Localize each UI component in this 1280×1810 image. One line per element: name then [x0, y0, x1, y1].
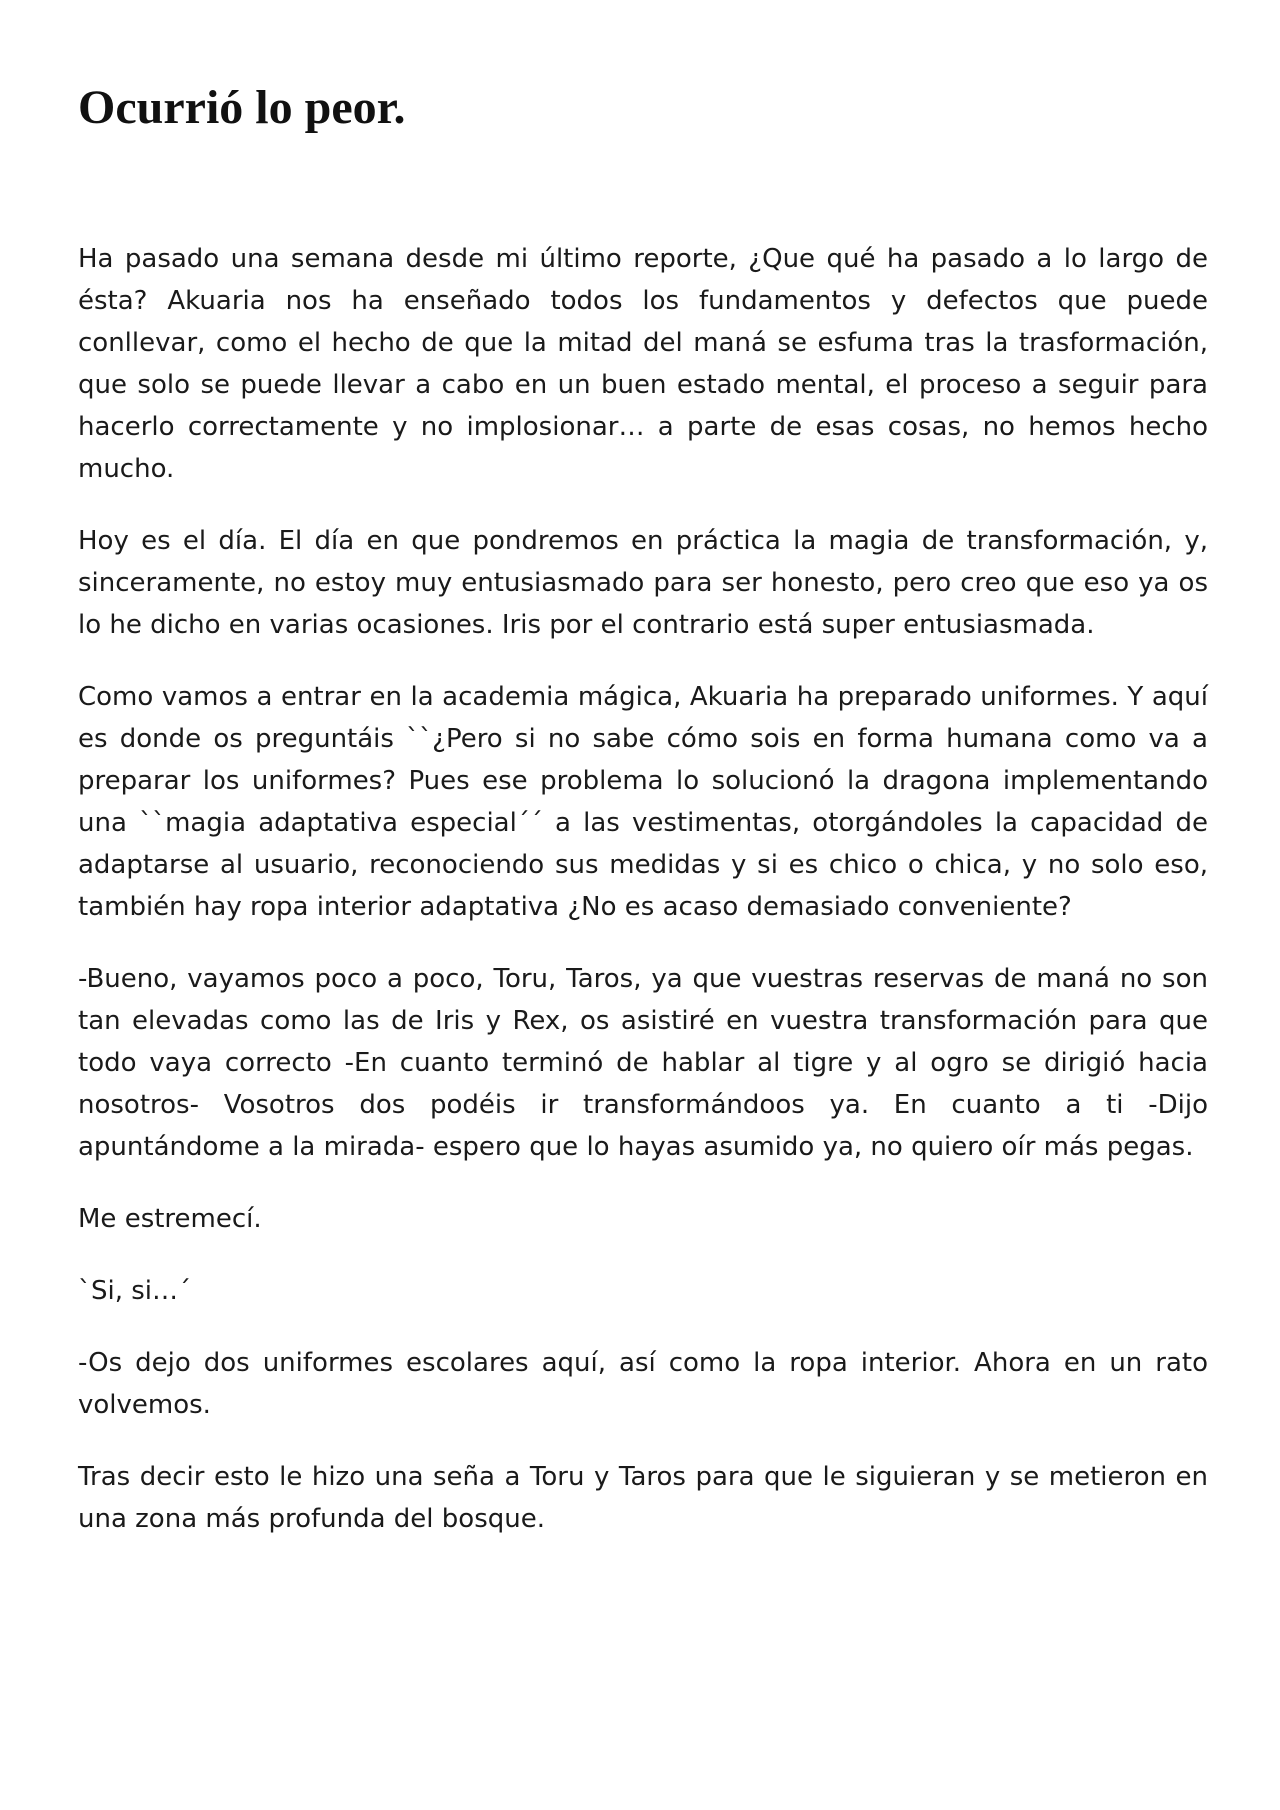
paragraph-8: Tras decir esto le hizo una seña a Toru y Taros para que le siguieran y se metieron en una zona más profunda del bosque. [78, 1462, 1208, 1534]
paragraph-3: Como vamos a entrar en la academia mágica, Akuaria ha preparado uniformes. Y aquí es donde os preguntáis ``¿Pero si no sabe cómo sois en forma humana como va a preparar los uniformes? Pues ese problema lo solucionó la dragona implementando una ``magia adaptativa especial´´ a las vestimentas, otorgándoles la capacidad de adaptarse al usuario, reconociendo sus medidas y si es chico o chica, y no solo eso, también hay ropa interior adaptativa ¿No es acaso demasiado conveniente? [78, 682, 1208, 922]
paragraph-4: -Bueno, vayamos poco a poco, Toru, Taros, ya que vuestras reservas de maná no son tan elevadas como las de Iris y Rex, os asistiré en vuestra transformación para que todo vaya correcto -En cuanto terminó de hablar al tigre y al ogro se dirigió hacia nosotros- Vosotros dos podéis ir transformándoos ya. En cuanto a ti -Dijo apuntándome a la mirada- espero que lo hayas asumido ya, no quiero oír más pegas. [78, 964, 1208, 1162]
paragraph-1: Ha pasado una semana desde mi último reporte, ¿Que qué ha pasado a lo largo de ésta? Akuaria nos ha enseñado todos los fundamentos y defectos que puede conllevar, como el hecho de que la mitad del maná se esfuma tras la trasformación, que solo se puede llevar a cabo en un buen estado mental, el proceso a seguir para hacerlo correctamente y no implosionar… a parte de esas cosas, no hemos hecho mucho. [78, 244, 1208, 484]
paragraph-2: Hoy es el día. El día en que pondremos en práctica la magia de transformación, y, sinceramente, no estoy muy entusiasmado para ser honesto, pero creo que eso ya os lo he dicho en varias ocasiones. Iris por el contrario está super entusiasmada. [78, 526, 1208, 640]
chapter-title: Ocurrió lo peor. [78, 81, 406, 134]
paragraph-7: -Os dejo dos uniformes escolares aquí, así como la ropa interior. Ahora en un rato volvemos. [78, 1348, 1208, 1420]
paragraph-6: `Si, si…´ [78, 1276, 192, 1306]
chapter-body [78, 238, 1208, 1540]
paragraph-5: Me estremecí. [78, 1204, 262, 1234]
